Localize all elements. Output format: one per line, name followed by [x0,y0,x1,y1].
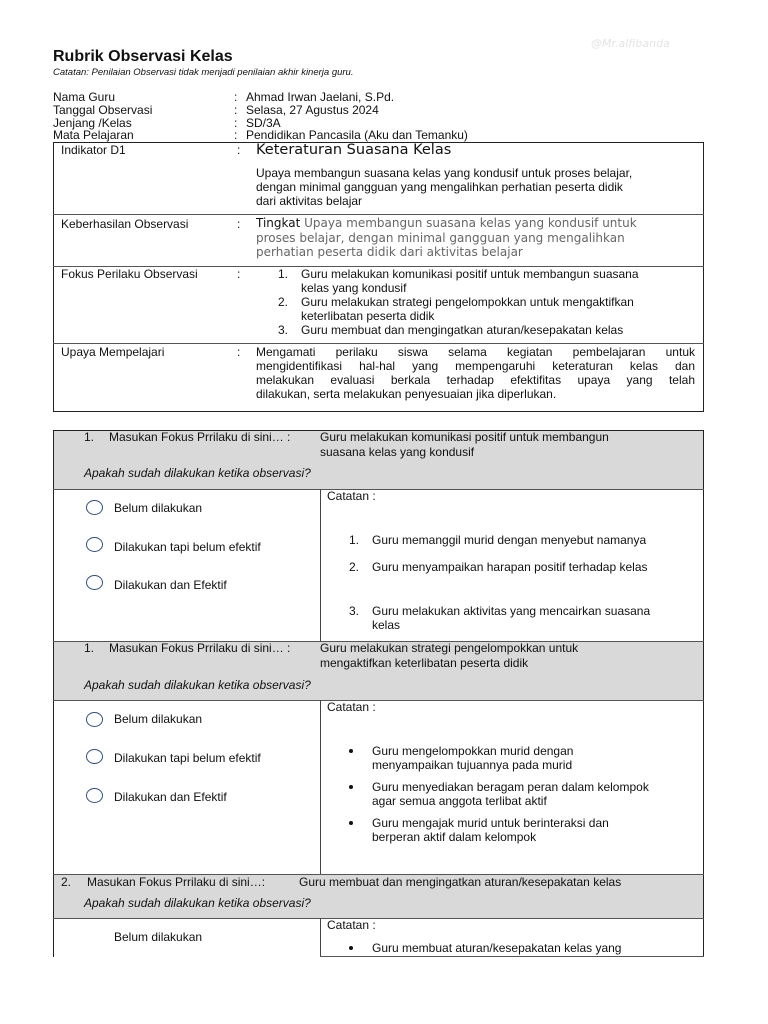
fokus-label: Fokus Perilaku Observasi [61,267,198,281]
radio-efektif[interactable] [86,575,103,590]
section-focus-line: Guru membuat dan mengingatkan aturan/kesepakatan kelas [299,875,622,889]
indikator-desc-line: dari aktivitas belajar [256,194,363,208]
radio-belum-dilakukan[interactable] [86,500,103,515]
upaya-line: dilakukan, serta melakukan penyesuaian jika diperlukan. [256,387,557,401]
fokus-item-number: 3. [278,323,289,337]
row-divider [53,343,704,344]
column-divider [320,700,321,874]
keberhasilan-prefix: Tingkat [256,216,301,230]
note-line: berperan aktif dalam kelompok [372,830,537,844]
keberhasilan-text: proses belajar, dengan minimal gangguan yang mengalihkan [256,231,625,245]
upaya-line: melakukan evaluasi berkala terhadap efektifitas upaya yang telah [256,373,695,387]
colon: : [237,143,241,157]
indikator-label: Indikator D1 [61,143,126,157]
indikator-heading: Keteraturan Suasana Kelas [256,142,452,158]
meta-colon: : [234,103,238,117]
section-focus-line: suasana kelas yang kondusif [320,445,475,459]
keberhasilan-text: Upaya membangun suasana kelas yang kondusif untuk [300,216,637,230]
note-line: menyampaikan tujuannya pada murid [372,758,573,772]
note-marker: 2. [349,560,360,574]
section-number: 1. [84,641,95,655]
meta-label: Tanggal Observasi [53,103,153,117]
section-number: 1. [84,430,95,444]
section-focus-line: Guru melakukan komunikasi positif untuk membangun [320,430,609,444]
note-line: Guru melakukan aktivitas yang mencairkan suasana [372,604,651,618]
keberhasilan-text: perhatian peserta didik dari aktivitas belajar [256,245,523,259]
watermark: @Mr.alfibanda [591,37,670,50]
radio-belum-dilakukan[interactable] [86,712,103,727]
option-label: Belum dilakukan [114,712,203,726]
radio-belum-efektif[interactable] [86,537,103,552]
note-line: Guru menyediakan beragam peran dalam kelompok [372,780,649,794]
meta-label: Nama Guru [53,90,116,104]
section-prompt: Masukan Fokus Prrilaku di sini…: [87,875,266,889]
note-line: agar semua anggota terlibat aktif [372,794,547,808]
meta-value: SD/3A [246,116,281,130]
colon: : [237,267,241,281]
table-right-border [703,430,704,957]
note-bullet [349,785,353,789]
meta-colon: : [234,90,238,104]
radio-belum-efektif[interactable] [86,749,103,764]
option-label: Dilakukan dan Efektif [114,790,227,804]
note-line: Guru mengelompokkan murid dengan [372,744,574,758]
note-line: Guru menyampaikan harapan positif terhadap kelas [372,560,648,574]
note-line: Guru memanggil murid dengan menyebut namanya [372,533,647,547]
row-divider [53,700,704,701]
section-question: Apakah sudah dilakukan ketika observasi? [84,466,311,480]
option-label: Belum dilakukan [114,930,203,944]
option-label: Belum dilakukan [114,501,203,515]
meta-value: Selasa, 27 Agustus 2024 [246,103,379,117]
row-divider [53,214,704,215]
upaya-label: Upaya Mempelajari [61,345,165,359]
option-label: Dilakukan tapi belum efektif [114,751,261,765]
note-line: Guru mengajak murid untuk berinteraksi dan [372,816,609,830]
fokus-item-line: kelas yang kondusif [301,281,407,295]
section-focus-line: Guru melakukan strategi pengelompokkan untuk [320,641,579,655]
note-bullet [349,749,353,753]
catatan-label: Catatan : [327,918,376,932]
fokus-item-line: Guru melakukan komunikasi positif untuk membangun suasana [301,267,639,281]
colon: : [237,217,241,231]
row-divider [53,489,704,490]
section-prompt: Masukan Fokus Prrilaku di sini… : [109,641,291,655]
meta-label: Mata Pelajaran [53,128,134,142]
upaya-line: mengidentifikasi hal-hal yang mempengaruhi keteraturan kelas dan [256,359,695,373]
note-line: Guru membuat aturan/kesepakatan kelas yang [372,941,622,955]
note-marker: 1. [349,533,360,547]
section-question: Apakah sudah dilakukan ketika observasi? [84,896,311,910]
meta-value: Pendidikan Pancasila (Aku dan Temanku) [246,128,468,142]
section-question: Apakah sudah dilakukan ketika observasi? [84,678,311,692]
meta-colon: : [234,128,238,142]
keberhasilan-line [256,216,637,231]
page-note: Catatan: Penilaian Observasi tidak menjadi penilaian akhir kinerja guru. [53,67,354,78]
column-divider [320,918,321,956]
fokus-item-line: Guru melakukan strategi pengelompokkan untuk mengaktifkan [301,295,634,309]
catatan-label: Catatan : [327,700,376,714]
radio-efektif[interactable] [86,788,103,803]
note-bullet [349,821,353,825]
fokus-item-number: 1. [278,267,289,281]
row-divider [320,956,704,957]
column-divider [320,489,321,641]
fokus-item-number: 2. [278,295,289,309]
section-focus-line: mengaktifkan keterlibatan peserta didik [320,656,529,670]
upaya-line: Mengamati perilaku siswa selama kegiatan pembelajaran untuk [256,345,695,359]
row-divider [53,918,704,919]
note-bullet [349,946,353,950]
table-left-border [53,430,54,957]
catatan-label: Catatan : [327,489,376,503]
meta-label: Jenjang /Kelas [53,116,132,130]
indikator-desc-line: dengan minimal gangguan yang mengalihkan perhatian peserta didik [256,180,623,194]
colon: : [237,345,241,359]
fokus-item-line: keterlibatan peserta didik [301,309,435,323]
indikator-desc-line: Upaya membangun suasana kelas yang kondusif untuk proses belajar, [256,166,633,180]
meta-value: Ahmad Irwan Jaelani, S.Pd. [246,90,395,104]
option-label: Dilakukan tapi belum efektif [114,540,261,554]
keberhasilan-label: Keberhasilan Observasi [61,217,189,231]
option-label: Dilakukan dan Efektif [114,578,227,592]
section-number: 2. [61,875,72,889]
note-marker: 3. [349,604,360,618]
note-line: kelas [372,618,401,632]
page-title: Rubrik Observasi Kelas [53,48,233,65]
meta-colon: : [234,116,238,130]
section-prompt: Masukan Fokus Prrilaku di sini… : [109,430,291,444]
fokus-item-line: Guru membuat dan mengingatkan aturan/kesepakatan kelas [301,323,624,337]
